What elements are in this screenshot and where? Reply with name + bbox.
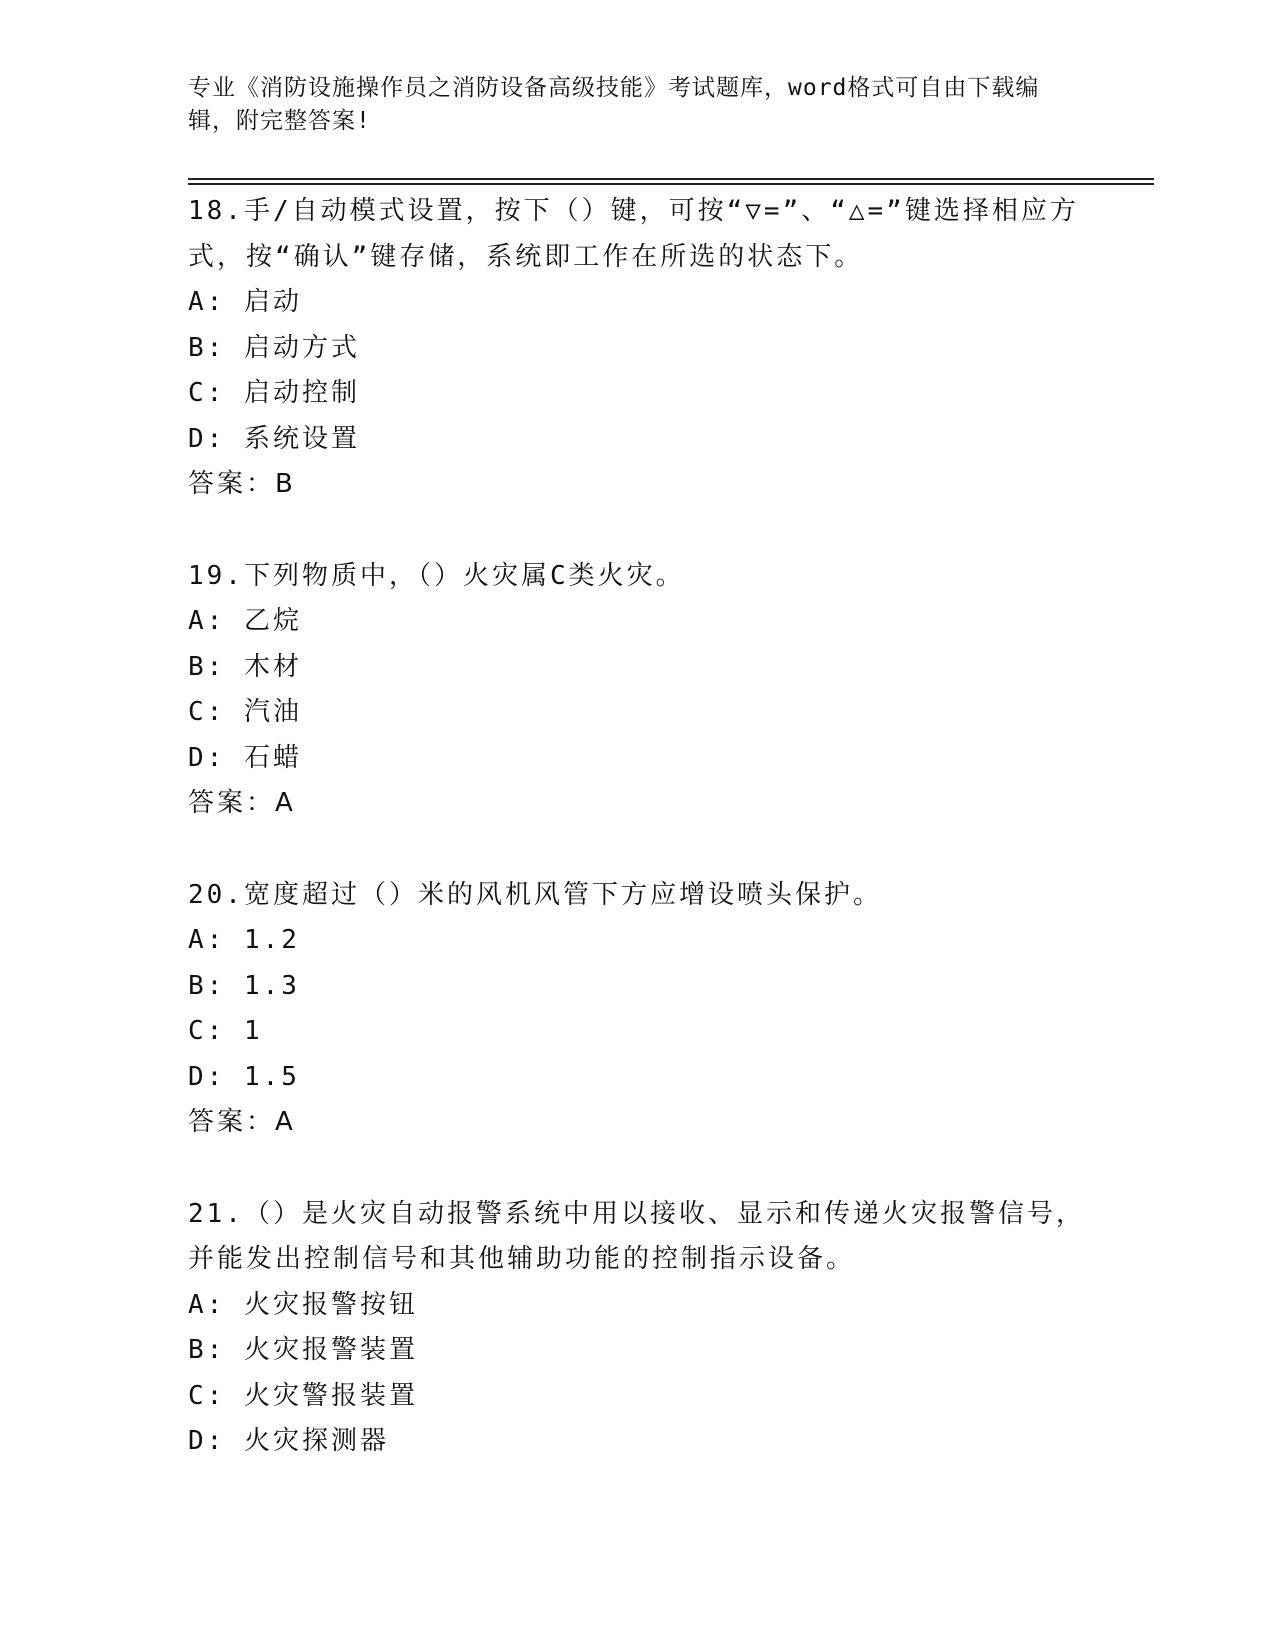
option-d: D: 1.5 bbox=[188, 1061, 300, 1092]
question-stem: 20.宽度超过（）米的风机风管下方应增设喷头保护。 bbox=[188, 879, 882, 910]
question-list bbox=[188, 189, 1088, 1511]
question-20 bbox=[188, 873, 1088, 1146]
answer-line: 答案：B bbox=[188, 469, 296, 499]
option-a: A: 启动 bbox=[188, 287, 302, 317]
option-d: D: 火灾探测器 bbox=[188, 1426, 389, 1456]
question-19 bbox=[188, 554, 1088, 827]
question-stem: 19.下列物质中，（）火灾属C类火灾。 bbox=[188, 560, 685, 591]
option-c: C: 1 bbox=[188, 1016, 263, 1046]
header-divider-bottom bbox=[188, 183, 1154, 185]
option-c: C: 汽油 bbox=[188, 697, 302, 727]
question-stem: 18.手/自动模式设置，按下（）键，可按“▽=”、“△=”键选择相应方式，按“确认”键存储，系统即工作在所选的状态下。 bbox=[188, 196, 1079, 272]
document-header: 专业《消防设施操作员之消防设备高级技能》考试题库，word格式可自由下载编辑，附完整答案! bbox=[188, 75, 1040, 134]
option-b: B: 启动方式 bbox=[188, 332, 360, 363]
option-d: D: 石蜡 bbox=[188, 742, 302, 773]
answer-line: 答案：A bbox=[188, 1107, 296, 1137]
option-b: B: 1.3 bbox=[188, 970, 300, 1001]
option-a: A: 1.2 bbox=[188, 925, 300, 955]
answer-line: 答案：A bbox=[188, 788, 296, 818]
option-b: B: 木材 bbox=[188, 651, 302, 682]
header-divider-top bbox=[188, 178, 1154, 180]
option-d: D: 系统设置 bbox=[188, 423, 360, 454]
option-a: A: 火灾报警按钮 bbox=[188, 1289, 418, 1320]
option-a: A: 乙烷 bbox=[188, 606, 302, 636]
option-b: B: 火灾报警装置 bbox=[188, 1335, 418, 1365]
question-21 bbox=[188, 1192, 1088, 1465]
question-stem: 21.（）是火灾自动报警系统中用以接收、显示和传递火灾报警信号，并能发出控制信号和其他辅助功能的控制指示设备。 bbox=[188, 1198, 1085, 1274]
question-18 bbox=[188, 189, 1088, 508]
option-c: C: 火灾警报装置 bbox=[188, 1380, 418, 1411]
option-c: C: 启动控制 bbox=[188, 378, 360, 408]
